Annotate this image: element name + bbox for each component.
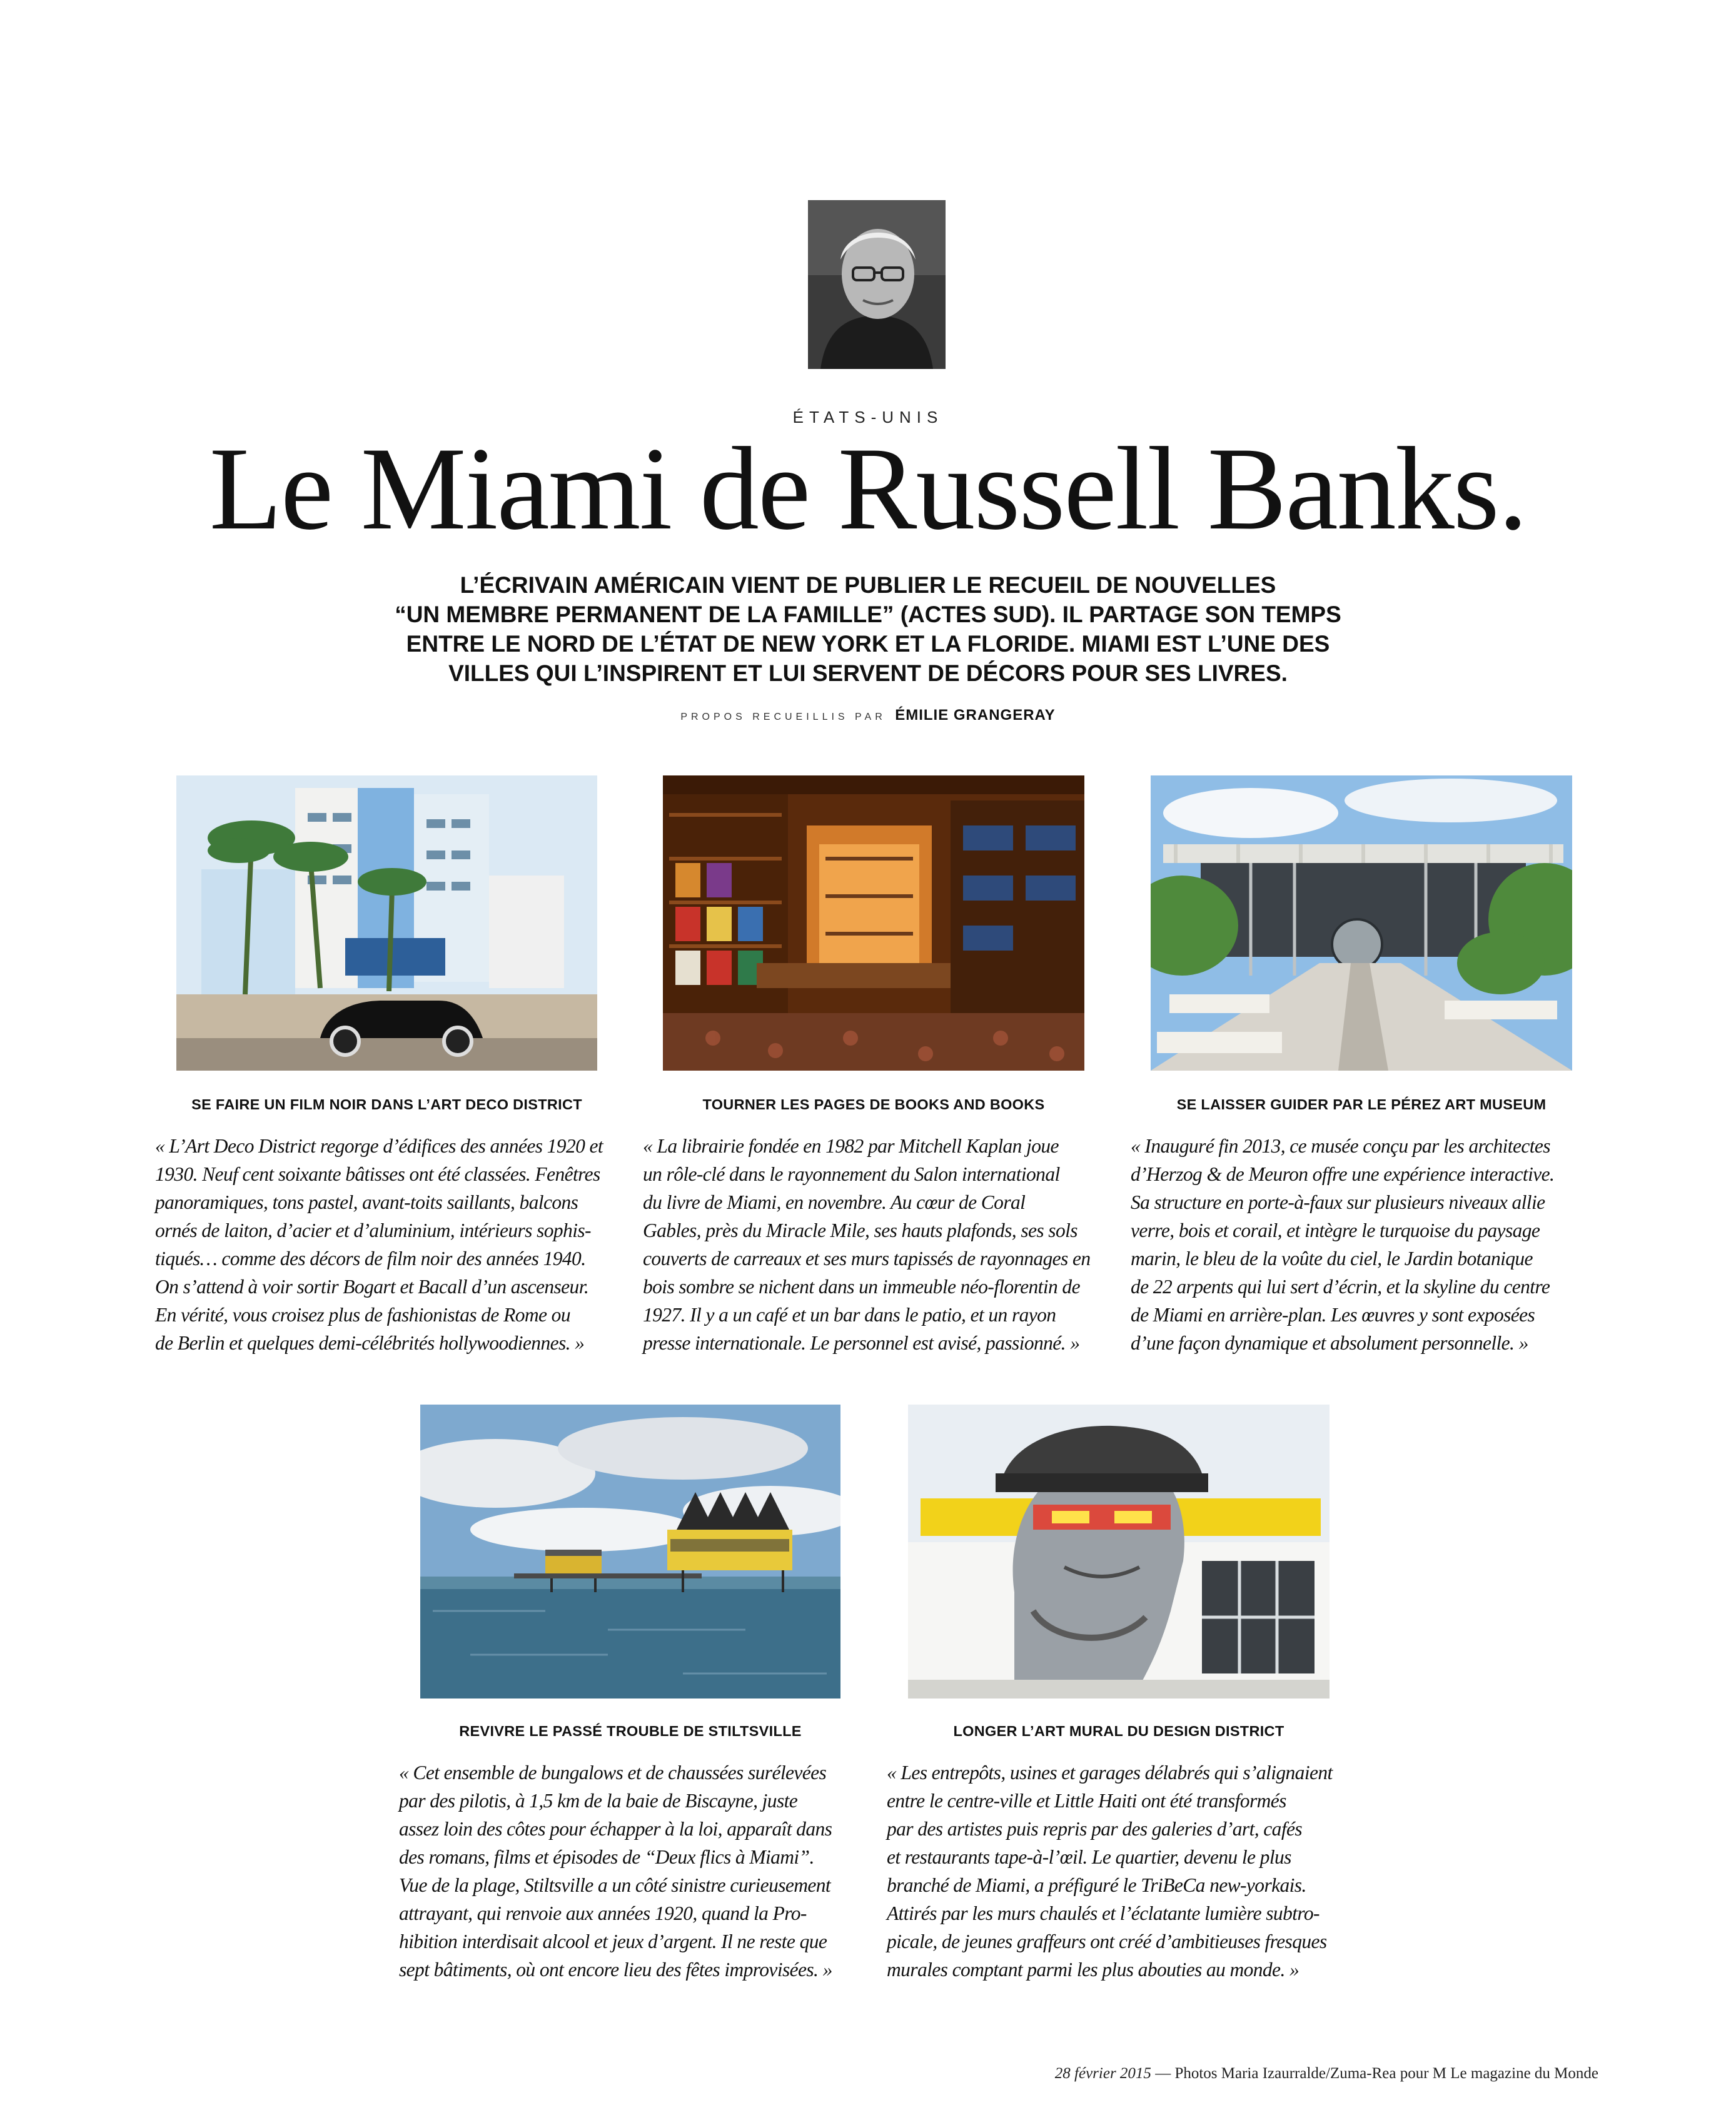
body-line: par des pilotis, à 1,5 km de la baie de Biscayne, juste <box>399 1790 798 1812</box>
footer-photo-credit: — Photos Maria Izaurralde/Zuma-Rea pour M Le magazine du Monde <box>1151 2065 1598 2082</box>
body-line: verre, bois et corail, et intègre le turquoise du paysage <box>1131 1219 1540 1241</box>
body-line: Gables, près du Miracle Mile, ses hauts plafonds, ses sols <box>643 1219 1077 1241</box>
body-line: un rôle-clé dans le rayonnement du Salon international <box>643 1163 1060 1185</box>
intro-line: VILLES QUI L’INSPIRENT ET LUI SERVENT DE DÉCORS POUR SES LIVRES. <box>448 660 1288 686</box>
body-line: tiqués… comme des décors de film noir des années 1940. <box>155 1248 586 1269</box>
body-line: d’Herzog & de Meuron offre une expérience interactive. <box>1131 1163 1555 1185</box>
body-line: ornés de laiton, d’acier et d’aluminium, intérieurs sophis- <box>155 1219 591 1241</box>
photo-perez-art-museum <box>1151 775 1572 1071</box>
body-line: On s’attend à voir sortir Bogart et Bacall d’un ascenseur. <box>155 1276 589 1298</box>
body-line: 1930. Neuf cent soixante bâtisses ont été classées. Fenêtres <box>155 1163 600 1185</box>
body-art-deco <box>155 1132 603 1357</box>
body-line: bois sombre se nichent dans un immeuble néo-florentin de <box>643 1276 1080 1298</box>
body-line: d’une façon dynamique et absolument personnelle. » <box>1131 1332 1528 1354</box>
article-title: Le Miami de Russell Banks. <box>209 423 1527 555</box>
body-line: Sa structure en porte-à-faux sur plusieurs niveaux allie <box>1131 1191 1545 1213</box>
caption-stiltsville: REVIVRE LE PASSÉ TROUBLE DE STILTSVILLE <box>459 1723 802 1739</box>
body-stiltsville <box>399 1759 832 1984</box>
caption-art-deco: SE FAIRE UN FILM NOIR DANS L’ART DECO DISTRICT <box>191 1096 582 1113</box>
body-line: du livre de Miami, en novembre. Au cœur de Coral <box>643 1191 1026 1213</box>
body-line: des romans, films et épisodes de “Deux flics à Miami”. <box>399 1846 814 1868</box>
intro-line: ENTRE LE NORD DE L’ÉTAT DE NEW YORK ET LA FLORIDE. MIAMI EST L’UNE DES <box>406 631 1330 657</box>
body-line: de Berlin et quelques demi-célébrités hollywoodiennes. » <box>155 1332 585 1354</box>
body-books-and-books <box>643 1132 1091 1357</box>
body-line: « L’Art Deco District regorge d’édifices des années 1920 et <box>155 1135 603 1157</box>
body-line: « La librairie fondée en 1982 par Mitchell Kaplan joue <box>643 1135 1059 1157</box>
body-line: panoramiques, tons pastel, avant-toits saillants, balcons <box>155 1191 578 1213</box>
body-line: couverts de carreaux et ses murs tapissés de rayonnages en <box>643 1248 1091 1269</box>
body-line: picale, de jeunes graffeurs ont créé d’ambitieuses fresques <box>887 1931 1327 1952</box>
intro-line: L’ÉCRIVAIN AMÉRICAIN VIENT DE PUBLIER LE RECUEIL DE NOUVELLES <box>460 572 1276 598</box>
body-line: branché de Miami, a préfiguré le TriBeCa new-yorkais. <box>887 1874 1306 1896</box>
body-line: presse internationale. Le personnel est avisé, passionné. » <box>643 1332 1080 1354</box>
intro-line: “UN MEMBRE PERMANENT DE LA FAMILLE” (ACTES SUD). IL PARTAGE SON TEMPS <box>395 602 1341 627</box>
footer-date: 28 février 2015 <box>1054 2065 1151 2082</box>
body-line: hibition interdisait alcool et jeux d’argent. Il ne reste que <box>399 1931 827 1952</box>
section-kicker: ÉTATS-UNIS <box>792 408 944 427</box>
body-line: sept bâtiments, où ont encore lieu des fêtes improvisées. » <box>399 1959 832 1981</box>
caption-books-and-books: TOURNER LES PAGES DE BOOKS AND BOOKS <box>702 1096 1045 1113</box>
body-line: Vue de la plage, Stiltsville a un côté sinistre curieusement <box>399 1874 831 1896</box>
body-line: 1927. Il y a un café et un bar dans le patio, et un rayon <box>643 1304 1056 1326</box>
caption-design-district: LONGER L’ART MURAL DU DESIGN DISTRICT <box>953 1723 1284 1739</box>
body-line: « Les entrepôts, usines et garages délabrés qui s’alignaient <box>887 1762 1333 1784</box>
byline-author: ÉMILIE GRANGERAY <box>895 707 1056 724</box>
body-design-district <box>887 1759 1333 1984</box>
caption-perez-museum: SE LAISSER GUIDER PAR LE PÉREZ ART MUSEUM <box>1176 1096 1547 1113</box>
photo-art-deco-district <box>176 775 597 1071</box>
body-perez-museum <box>1131 1132 1554 1357</box>
byline-prefix: PROPOS RECUEILLIS PAR <box>680 712 886 722</box>
photo-design-district-mural <box>908 1405 1330 1699</box>
portrait-image <box>808 200 946 369</box>
body-line: de 22 arpents qui lui sert d’écrin, et la skyline du centre <box>1131 1276 1550 1298</box>
photo-stiltsville <box>420 1405 840 1699</box>
body-line: Attirés par les murs chaulés et l’éclatante lumière subtro- <box>887 1902 1320 1924</box>
body-line: et restaurants tape-à-l’œil. Le quartier, devenu le plus <box>887 1846 1291 1868</box>
photo-books-and-books <box>663 775 1084 1071</box>
author-portrait <box>808 200 946 369</box>
body-line: assez loin des côtes pour échapper à la loi, apparaît dans <box>399 1818 832 1840</box>
page-footer <box>1055 2065 1598 2082</box>
body-line: entre le centre-ville et Little Haiti ont été transformés <box>887 1790 1286 1812</box>
body-line: En vérité, vous croisez plus de fashionistas de Rome ou <box>155 1304 570 1326</box>
article-intro <box>313 570 1423 688</box>
body-line: de Miami en arrière-plan. Les œuvres y sont exposées <box>1131 1304 1535 1326</box>
body-line: murales comptant parmi les plus abouties au monde. » <box>887 1959 1299 1981</box>
body-line: marin, le bleu de la voûte du ciel, le Jardin botanique <box>1131 1248 1533 1269</box>
byline <box>0 707 1736 724</box>
body-line: attrayant, qui renvoie aux années 1920, quand la Pro- <box>399 1902 807 1924</box>
body-line: par des artistes puis repris par des galeries d’art, cafés <box>887 1818 1303 1840</box>
body-line: « Inauguré fin 2013, ce musée conçu par les architectes <box>1131 1135 1550 1157</box>
body-line: « Cet ensemble de bungalows et de chaussées surélevées <box>399 1762 827 1784</box>
